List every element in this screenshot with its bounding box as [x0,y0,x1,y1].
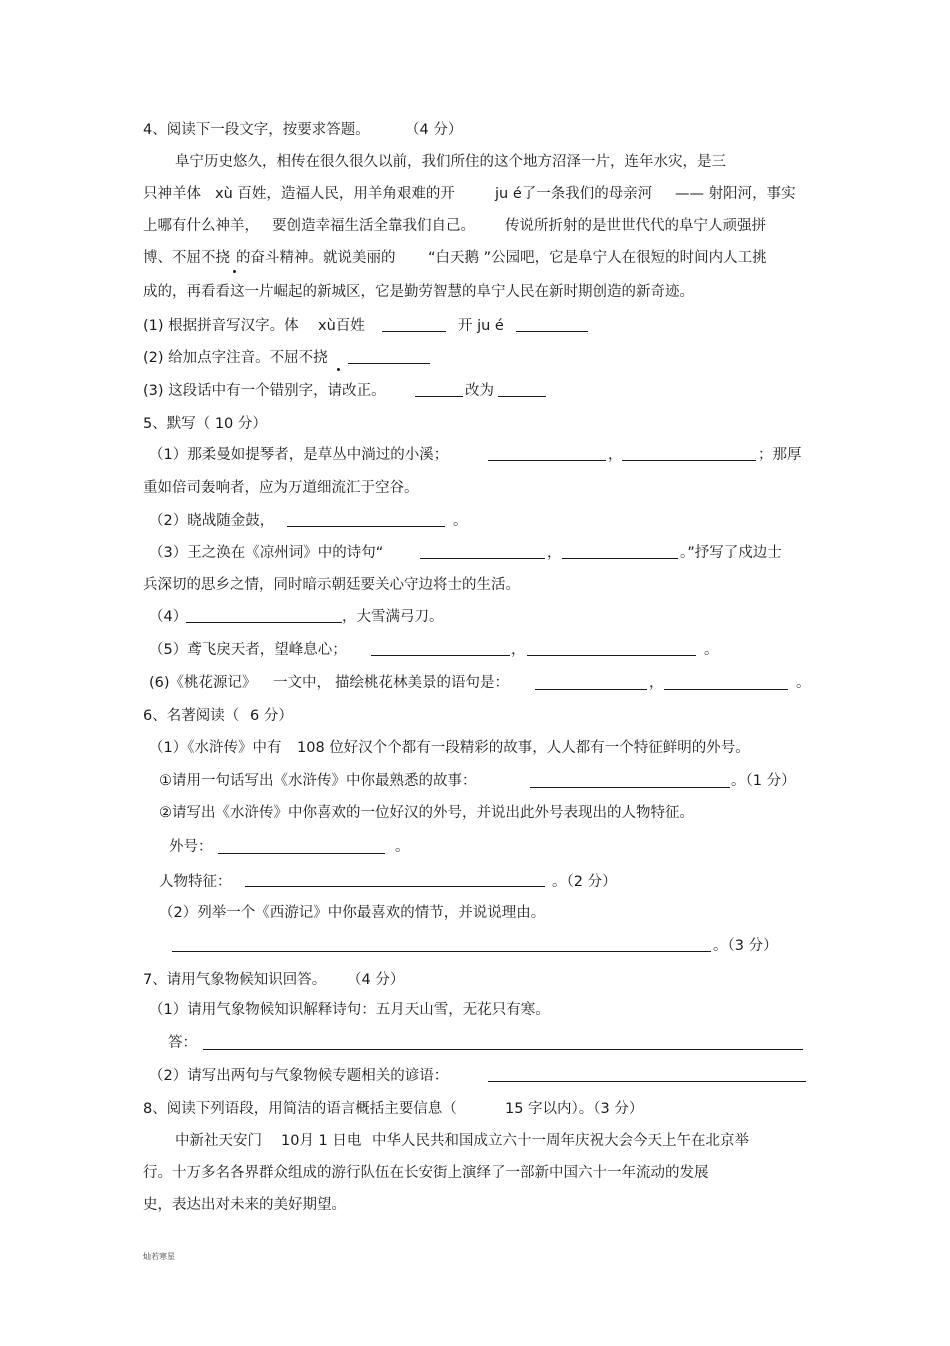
q6-nickname-end: 。 [395,839,410,855]
q7-sub2: （2）请写出两句与气象物候专题相关的谚语： [149,1068,449,1084]
q7-sub2-blank[interactable] [488,1081,806,1082]
q8-title: 8、阅读下列语段，用简洁的语言概括主要信息（ [143,1101,457,1117]
q5-item6-blank2[interactable] [664,689,788,690]
q5-item2-end: 。 [453,513,468,529]
q5-item6-label: (6)《桃花源记》 [149,675,257,691]
q4-score: （4 分） [405,122,463,138]
q6-title: 6、名著阅读（ [143,708,240,724]
q7-score: （4 分） [347,972,405,988]
q4-sub1-pinyin1: xù百姓 [318,318,365,334]
q5-item6-text1: 一文中， [273,675,331,691]
q6-score: 6 分） [250,708,293,724]
q4-passage-line2d: —— 射阳河，事实 [675,186,796,202]
q6-part1-q1-blank[interactable] [530,787,730,788]
q4-sub3-correct-char[interactable] [498,396,546,397]
q4-sub1-label: (1) 根据拼音写汉字。体 [143,318,299,334]
q5-title: 5、默写（ 10 分） [143,416,267,432]
q5-item2-blank[interactable] [287,526,445,527]
q4-passage-line2b: xù 百姓，造福人民，用羊角艰难的开 [215,186,455,202]
q4-passage-line1: 阜宁历史悠久，相传在很久很久以前，我们所住的这个地方沼泽一片，连年水灾，是三 [175,154,726,170]
q5-item1-text: （1）那柔曼如提琴者，是草丛中淌过的小溪； [149,447,449,463]
q5-item1-comma: ， [608,447,623,463]
q5-item6-blank1[interactable] [535,689,647,690]
q5-item3-comma: ， [547,545,562,561]
q4-passage-line4b: 的奋斗精神。就说美丽的 [236,250,396,266]
q4-passage-line3c: 传说所折射的是世世代代的阜宁人顽强拼 [505,218,766,234]
q8-line2: 行。十万多名各界群众组成的游行队伍在长安街上演绎了一部新中国六十一年流动的发展 [143,1165,709,1181]
q7-title: 7、请用气象物候知识回答。 [143,972,327,988]
q6-part2: （2）列举一个《西游记》中你最喜欢的情节，并说说理由。 [159,905,546,921]
q5-item6-end: 。 [796,675,811,691]
q5-item6-text2: 描绘桃花林美景的语句是： [335,675,509,691]
q4-sub2-answer[interactable] [348,363,430,364]
q4-passage-line2c: ju é了一条我们的母亲河 [495,186,653,202]
q6-part1-q1: ①请用一句话写出《水浒传》中你最熟悉的故事： [159,773,477,789]
q5-item5-end: 。 [704,642,719,658]
q8-line1a: 中新社天安门 [175,1133,262,1149]
q4-passage-line2a: 只神羊体 [143,186,201,202]
q6-part1-q2: ②请写出《水浒传》中你喜欢的一位好汉的外号，并说出此外号表现出的人物特征。 [159,805,694,821]
q4-title: 4、阅读下一段文字，按要求答题。 [143,122,370,138]
q5-item2-text: （2）晓战随金鼓， [149,513,275,529]
q5-item1-blank2[interactable] [622,460,756,461]
q4-sub3-wrong-char[interactable] [415,396,463,397]
q5-item5-comma: ， [511,642,526,658]
q5-item4-tail: ，大雪满弓刀。 [342,609,444,625]
q5-item5-blank2[interactable] [527,655,696,656]
q6-part1-label: （1）《水浒传》中有 [149,740,282,756]
q5-item1-cont: 重如倍司轰响者，应为万道细流汇于空谷。 [143,480,419,496]
q5-item4-blank[interactable] [186,622,342,623]
q6-nickname-label: 外号： [169,839,213,855]
q7-sub1: （1）请用气象物候知识解释诗句：五月天山雪，无花只有寒。 [149,1002,550,1018]
q8-line3: 史，表达出对未来的美好期望。 [143,1197,346,1213]
q7-answer-blank[interactable] [203,1049,803,1050]
emphasis-dot [233,270,236,273]
q5-item6-comma: ， [649,675,664,691]
q5-item3-text: （3）王之涣在《凉州词》中的诗句“ [149,545,384,561]
q6-trait-blank[interactable] [245,886,545,887]
q6-nickname-blank[interactable] [218,853,385,854]
q4-sub3-label: (3) 这段话中有一个错别字，请改正。 [143,383,386,399]
q4-sub2-label: (2) 给加点字注音。不屈不挠 [143,350,328,366]
q4-passage-line4a: 博、不屈不挠 [143,250,230,266]
q4-sub3-change-to: 改为 [465,383,494,399]
q5-item1-tail: ；那厚 [758,447,802,463]
q6-trait-label: 人物特征： [159,874,232,890]
q4-sub1-answer2[interactable] [516,331,588,332]
q6-part2-blank[interactable] [172,951,711,952]
q4-passage-line4c: “白天鹅 ”公园吧，它是阜宁人在很短的时间内人工挑 [428,250,767,266]
q6-part1-q1-score: 。（1 分） [731,773,796,789]
q5-item3-cont: 兵深切的思乡之情，同时暗示朝廷要关心守边将士的生活。 [143,577,520,593]
q8-line1c: 中华人民共和国成立六十一周年庆祝大会今天上午在北京举 [372,1133,749,1149]
q4-passage-line3b: 要创造幸福生活全靠我们自己。 [272,218,475,234]
q4-passage-line3a: 上哪有什么神羊， [143,218,259,234]
q6-part1-text: 108 位好汉个个都有一段精彩的故事，人人都有一个特征鲜明的外号。 [297,740,750,756]
q4-passage-line5: 成的，再看看这一片崛起的新城区，它是勤劳智慧的阜宁人民在新时期创造的新奇迹。 [143,284,694,300]
page-footer: 灿若寒星 [143,1252,175,1261]
q5-item1-blank1[interactable] [488,460,606,461]
q5-item3-blank1[interactable] [420,558,545,559]
q5-item3-tail: 。”抒写了戍边士 [680,545,782,561]
q6-part2-score: 。（3 分） [713,938,778,954]
q5-item5-blank1[interactable] [371,655,510,656]
q7-answer-label: 答： [168,1035,197,1051]
q5-item5-text: （5）鸢飞戾天者，望峰息心； [149,642,347,658]
q6-trait-score: 。（2 分） [552,874,617,890]
q8-line1b: 10月 1 日电 [281,1133,362,1149]
q4-sub1-answer1[interactable] [382,331,446,332]
q5-item3-blank2[interactable] [562,558,678,559]
q8-title-cont: 15 字以内）。（3 分） [505,1101,644,1117]
q5-item4-label: （4） [149,609,188,625]
q4-sub1-pinyin2: 开 ju é [458,318,504,334]
emphasis-dot [337,368,340,371]
